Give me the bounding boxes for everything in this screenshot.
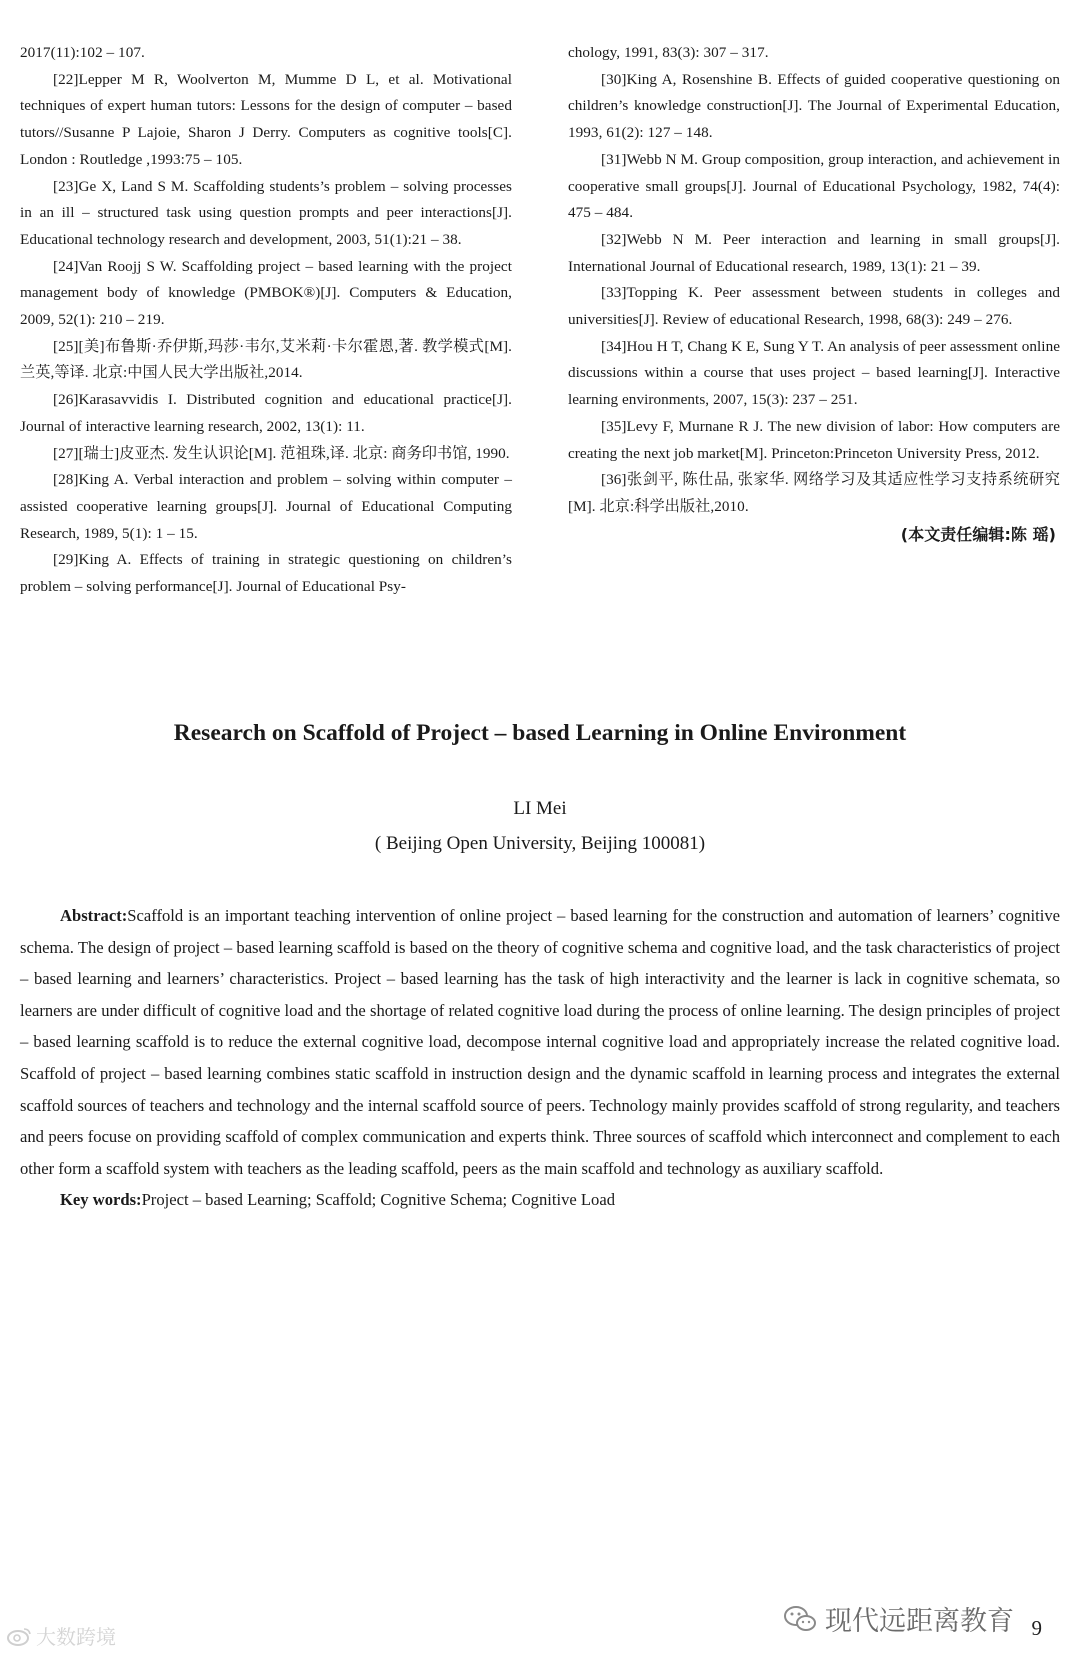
author-name: LI Mei: [513, 798, 567, 819]
reference-entry: [35]Levy F, Murnane R J. The new division of labor: How computers are creating the next job market[M]. Princeton:Princeton University Press, 2012.: [568, 417, 1060, 462]
keywords-paragraph: [20, 1184, 1060, 1216]
reference-entry: [29]King A. Effects of training in strategic questioning on children’s problem – solving performance[J]. Journal of Educational Psy-: [20, 551, 512, 596]
references-right-column: [568, 40, 1060, 601]
keywords-label: Key words:: [60, 1190, 142, 1210]
reference-entry: [28]King A. Verbal interaction and problem – solving within computer – assisted cooperative learning groups[J]. Journal of Educational Computing Research, 1989, 5(1): 1 – 15.: [20, 471, 512, 542]
reference-entry: [33]Topping K. Peer assessment between students in colleges and universities[J]. Review of educational Research, 1998, 68(3): 249 – 276.: [568, 284, 1060, 329]
watermark-left-text: 大数跨境: [36, 1625, 116, 1649]
weibo-icon: [6, 1626, 32, 1646]
author-affiliation: ( Beijing Open University, Beijing 100081): [374, 833, 706, 854]
abstract-label: Abstract:: [60, 906, 128, 925]
references-left-column: [20, 40, 512, 601]
reference-entry: [34]Hou H T, Chang K E, Sung Y T. An analysis of peer assessment online discussions within a course that uses project – based learning[J]. Interactive learning environments, 2007, 15(3): 237 – 251.: [568, 337, 1060, 409]
abstract-section: [20, 900, 1060, 1216]
references-section: [20, 40, 1060, 601]
page-number: 9: [1031, 1616, 1042, 1640]
reference-entry: chology, 1991, 83(3): 307 – 317.: [568, 44, 769, 61]
paper-title: Research on Scaffold of Project – based Learning in Online Environment: [173, 720, 907, 746]
keywords-text: Project – based Learning; Scaffold; Cognitive Schema; Cognitive Load: [141, 1190, 616, 1210]
wechat-icon: [783, 1604, 817, 1634]
reference-entry: [30]King A, Rosenshine B. Effects of guided cooperative questioning on children’s knowledge construction[J]. The Journal of Experimental Education, 1993, 61(2): 127 – 148.: [568, 70, 1060, 142]
abstract-paragraph: [20, 900, 1060, 1184]
watermark-right: [783, 1599, 1014, 1638]
reference-entry: 2017(11):102 – 107.: [20, 44, 145, 61]
reference-entry: [36]张剑平, 陈仕品, 张家华. 网络学习及其适应性学习支持系统研究[M]. 北京:科学出版社,2010.: [568, 471, 1060, 515]
reference-entry: [24]Van Roojj S W. Scaffolding project – based learning with the project management body of knowledge (PMBOK®)[J]. Computers & Education, 2009, 52(1): 210 – 219.: [20, 257, 512, 329]
reference-entry: [31]Webb N M. Group composition, group interaction, and achievement in cooperative small groups[J]. Journal of Educational Psychology, 1982, 74(4): 475 – 484.: [568, 150, 1060, 222]
reference-entry: [25][美]布鲁斯·乔伊斯,玛莎·韦尔,艾米莉·卡尔霍恩,著. 教学模式[M]. 兰英,等译. 北京:中国人民大学出版社,2014.: [20, 337, 512, 382]
watermark-right-text: 现代远距离教育: [825, 1606, 1014, 1637]
abstract-text: Scaffold is an important teaching intervention of online project – based learning for the construction and automation of learners’ cognitive schema. The design of project – based learning scaffold is based on the theory of cognitive schema and cognitive load, and the task characteristics of project – based learning and learners’ characteristics. Project – based learning has the task of high interactivity and the learner is lack in cognitive schemata, so learners are under difficult of cognitive load and the shortage of related cognitive load during the process of online learning. The design principles of project – based learning scaffold is to reduce the external cognitive load, decompose internal cognitive load and appropriately increase the related cognitive load. Scaffold of project – based learning combines static scaffold in instruction design and the dynamic scaffold in learning process and integrates the external scaffold sources of teachers and technology and the internal scaffold source of peers. Technology mainly provides scaffold of strong regularity, and teachers and peers focuse on providing scaffold of complex communication and experts think. Three sources of scaffold which interconnect and complement to each other form a scaffold system with teachers as the leading scaffold, peers as the main scaffold and technology as auxiliary scaffold.: [20, 906, 1060, 1178]
reference-entry: [27][瑞士]皮亚杰. 发生认识论[M]. 范祖珠,译. 北京: 商务印书馆, 1990.: [53, 444, 510, 462]
reference-entry: [23]Ge X, Land S M. Scaffolding students’s problem – solving processes in an ill – structured task using question prompts and peer interactions[J]. Educational technology research and development, 2003, 51(1):21 – 38.: [20, 177, 512, 248]
editor-note: (本文责任编辑:陈 瑶): [900, 524, 1056, 544]
reference-entry: [22]Lepper M R, Woolverton M, Mumme D L, et al. Motivational techniques of expert human tutors: Lessons for the design of computer – based tutors//Susanne P Lajoie, Sharon J Derry. Computers as cognitive tools[C]. London : Routledge ,1993:75 – 105.: [20, 70, 512, 168]
watermark-left: [6, 1621, 116, 1650]
reference-entry: [32]Webb N M. Peer interaction and learning in small groups[J]. International Journal of Educational research, 1989, 13(1): 21 – 39.: [568, 230, 1060, 275]
reference-entry: [26]Karasavvidis I. Distributed cognition and educational practice[J]. Journal of interactive learning research, 2002, 13(1): 11.: [20, 391, 512, 435]
